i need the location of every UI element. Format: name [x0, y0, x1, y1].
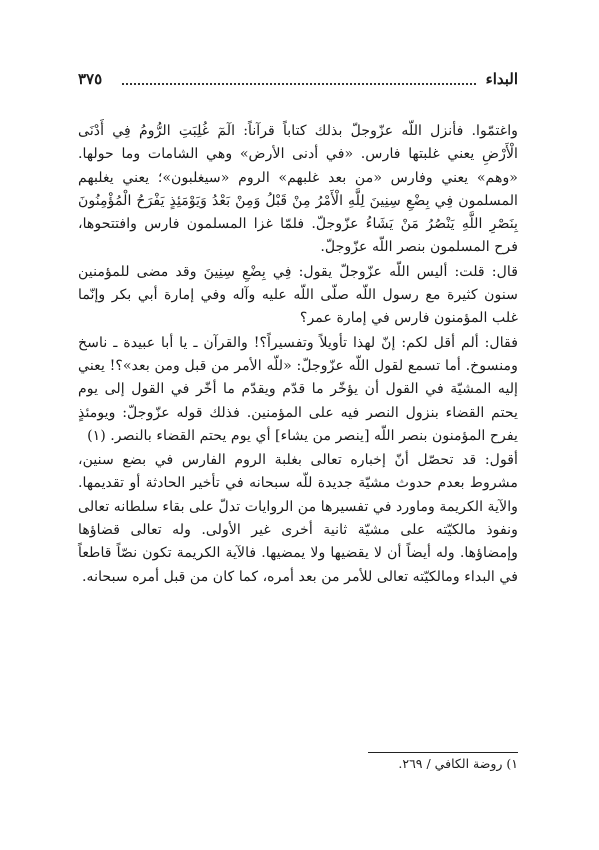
paragraph-4: أقول: قد تحصّل أنّ إخباره تعالى بغلبة الروم الفارس في بضع سنين، مشروط بعدم حدوث مشيّة جديدة للّه سبحانه في تأخير الحادثة أو تقديمها. والآية الكريمة وماورد في تفسيرها من الروايات تدلّ على بقاء سلطانه تعالى ونفوذ مالكيّته على مشيّة ثانية أخرى غير الأولى. وله تعالى قضاؤها وإمضاؤها. وله أيضاً أن لا يقضيها ولا يمضيها. فالآية الكريمة تكون نصّاً قاطعاً في البداء ومالكيّته تعالى للأمر من بعد أمره، كما كان من قبل أمره سبحانه.: [78, 452, 518, 585]
footnote-divider: [368, 752, 518, 753]
chapter-title: البداء: [485, 70, 518, 88]
footnote: ١) روضة الكافي / ٢٦٩.: [398, 756, 518, 771]
paragraph-3: فقال: ألم أقل لكم: إنّ لهذا تأويلاً وتفسيراً؟! والقرآن ـ يا أبا عبيدة ـ ناسخ ومنسوخ. أما تسمع لقول اللّه عزّوجلّ: «للّه الأمر من قبل ومن بعد»؟! يعني إليه المشيّة في القول أن يؤخّر ما قدّم ويقدّم ما أخّر في القول إلى يوم يحتم القضاء بنزول النصر فيه على المؤمنين. فذلك قوله عزّوجلّ: ويومئذٍ يفرح المؤمنون بنصر اللّه [ينصر من يشاء] أي يوم يحتم القضاء بالنصر. (١): [78, 334, 518, 444]
page-number: ٣٧٥: [78, 70, 103, 88]
running-header: [78, 70, 518, 92]
paragraph-2: قال: قلت: أليس اللّه عزّوجلّ يقول: فِي بِضْعِ سِنِينَ وقد مضى للمؤمنين سنون كثيرة مع رسول اللّه صلّى اللّه عليه وآله وفي إمارة أبي بكر وإنّما غلب المؤمنون فارس في إمارة عمر؟: [78, 263, 518, 327]
main-text: [78, 120, 518, 589]
header-dot-leader: [122, 83, 476, 85]
paragraph-1: واغتمّوا. فأنزل اللّه عزّوجلّ بذلك كتاباً قرآناً: الٓمٓ غُلِبَتِ الرُّومُ فِي أَدْنَى الْأَرْضِ يعني غلبتها فارس. «في أدنى الأرض» وهي الشامات وما حولها. «وهم» يعني وفارس «من بعد غلبهم» الروم «سيغلبون»؛ يعني يغلبهم المسلمون فِي بِضْعِ سِنِينَ لِلَّهِ الْأَمْرُ مِنْ قَبْلُ وَمِنْ بَعْدُ وَيَوْمَئِذٍ يَفْرَحُ الْمُؤْمِنُونَ بِنَصْرِ اللَّهِ يَنْصُرُ مَنْ يَشَاءُ عزّوجلّ. فلمّا غزا المسلمون فارس وافتتحوها، فرح المسلمون بنصر اللّه عزّوجلّ.: [78, 123, 518, 256]
